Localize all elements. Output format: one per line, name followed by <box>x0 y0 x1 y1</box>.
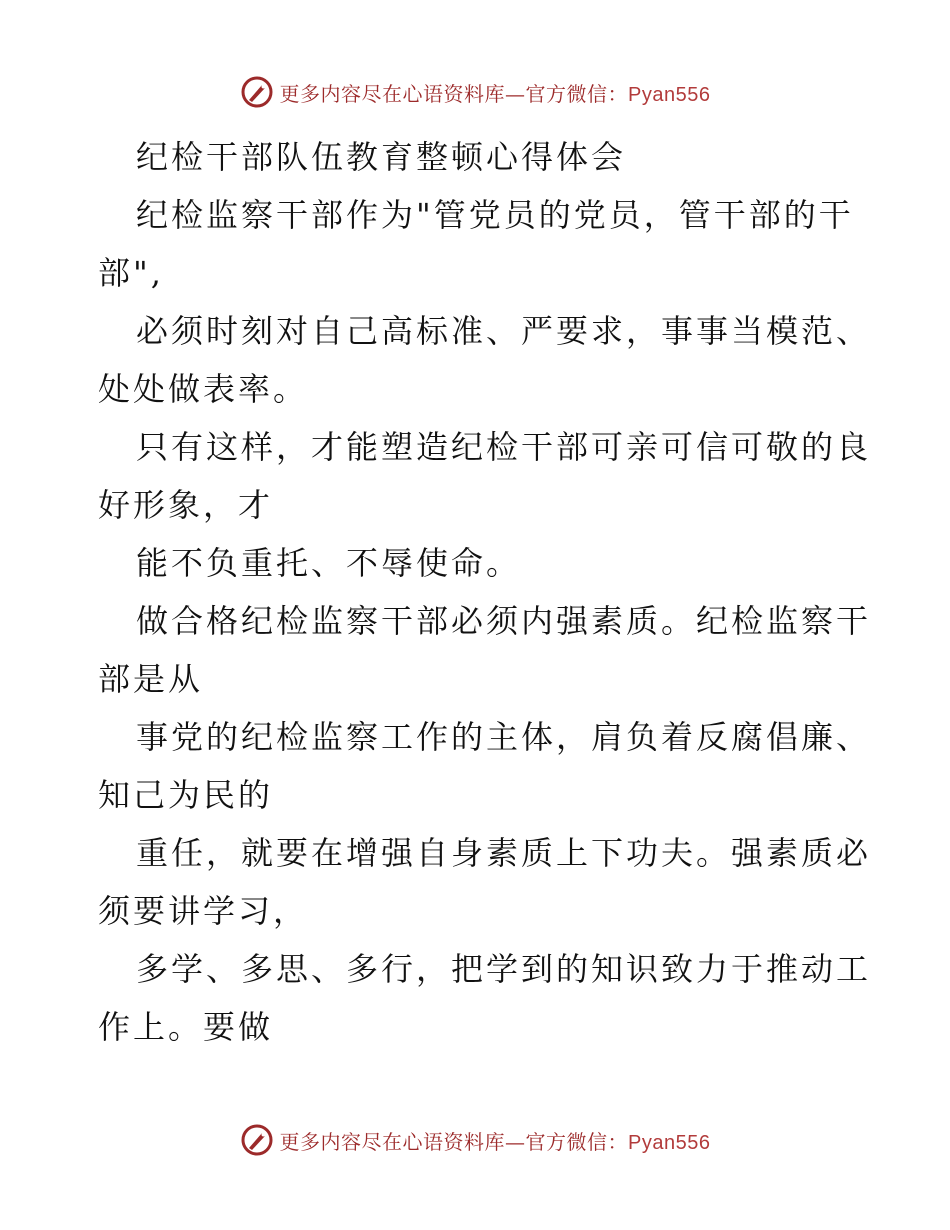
banner-title: 更多内容尽在心语资料库 <box>279 81 506 106</box>
banner-text <box>280 78 711 107</box>
text-line: 能不负重托、不辱使命。 <box>136 544 522 582</box>
text-line: 处处做表率。 <box>98 370 309 408</box>
text-line: 重任，就要在增强自身素质上下功夫。强素质必 <box>136 834 872 872</box>
header-banner <box>0 72 950 112</box>
banner-text <box>280 1126 711 1155</box>
banner-dash: — <box>505 81 526 106</box>
document-body <box>98 128 872 1056</box>
text-line: 必须时刻对自己高标准、严要求，事事当模范、 <box>136 312 872 350</box>
text-line: 须要讲学习， <box>98 892 309 930</box>
wechat-id: Pyan556 <box>628 83 711 106</box>
text-line: 知己为民的 <box>98 776 274 814</box>
text-line: 事党的纪检监察工作的主体，肩负着反腐倡廉、 <box>136 718 872 756</box>
text-line: 做合格纪检监察干部必须内强素质。纪检监察干 <box>136 602 872 640</box>
wechat-label: 官方微信： <box>525 1129 629 1154</box>
wechat-id: Pyan556 <box>628 1131 711 1154</box>
text-line: 部", <box>98 254 164 292</box>
text-line: 好形象，才 <box>98 486 274 524</box>
text-line: 纪检监察干部作为"管党员的党员，管干部的干 <box>136 196 854 234</box>
text-line: 只有这样，才能塑造纪检干部可亲可信可敬的良 <box>136 428 872 466</box>
wechat-label: 官方微信： <box>525 81 629 106</box>
banner-title: 更多内容尽在心语资料库 <box>279 1129 506 1154</box>
pen-logo-icon <box>240 1123 274 1157</box>
text-line: 部是从 <box>98 660 204 698</box>
text-line: 多学、多思、多行，把学到的知识致力于推动工 <box>136 950 872 988</box>
banner-dash: — <box>505 1129 526 1154</box>
document-title: 纪检干部队伍教育整顿心得体会 <box>136 138 627 176</box>
footer-banner <box>0 1120 950 1160</box>
pen-logo-icon <box>240 75 274 109</box>
text-line: 作上。要做 <box>98 1008 274 1046</box>
